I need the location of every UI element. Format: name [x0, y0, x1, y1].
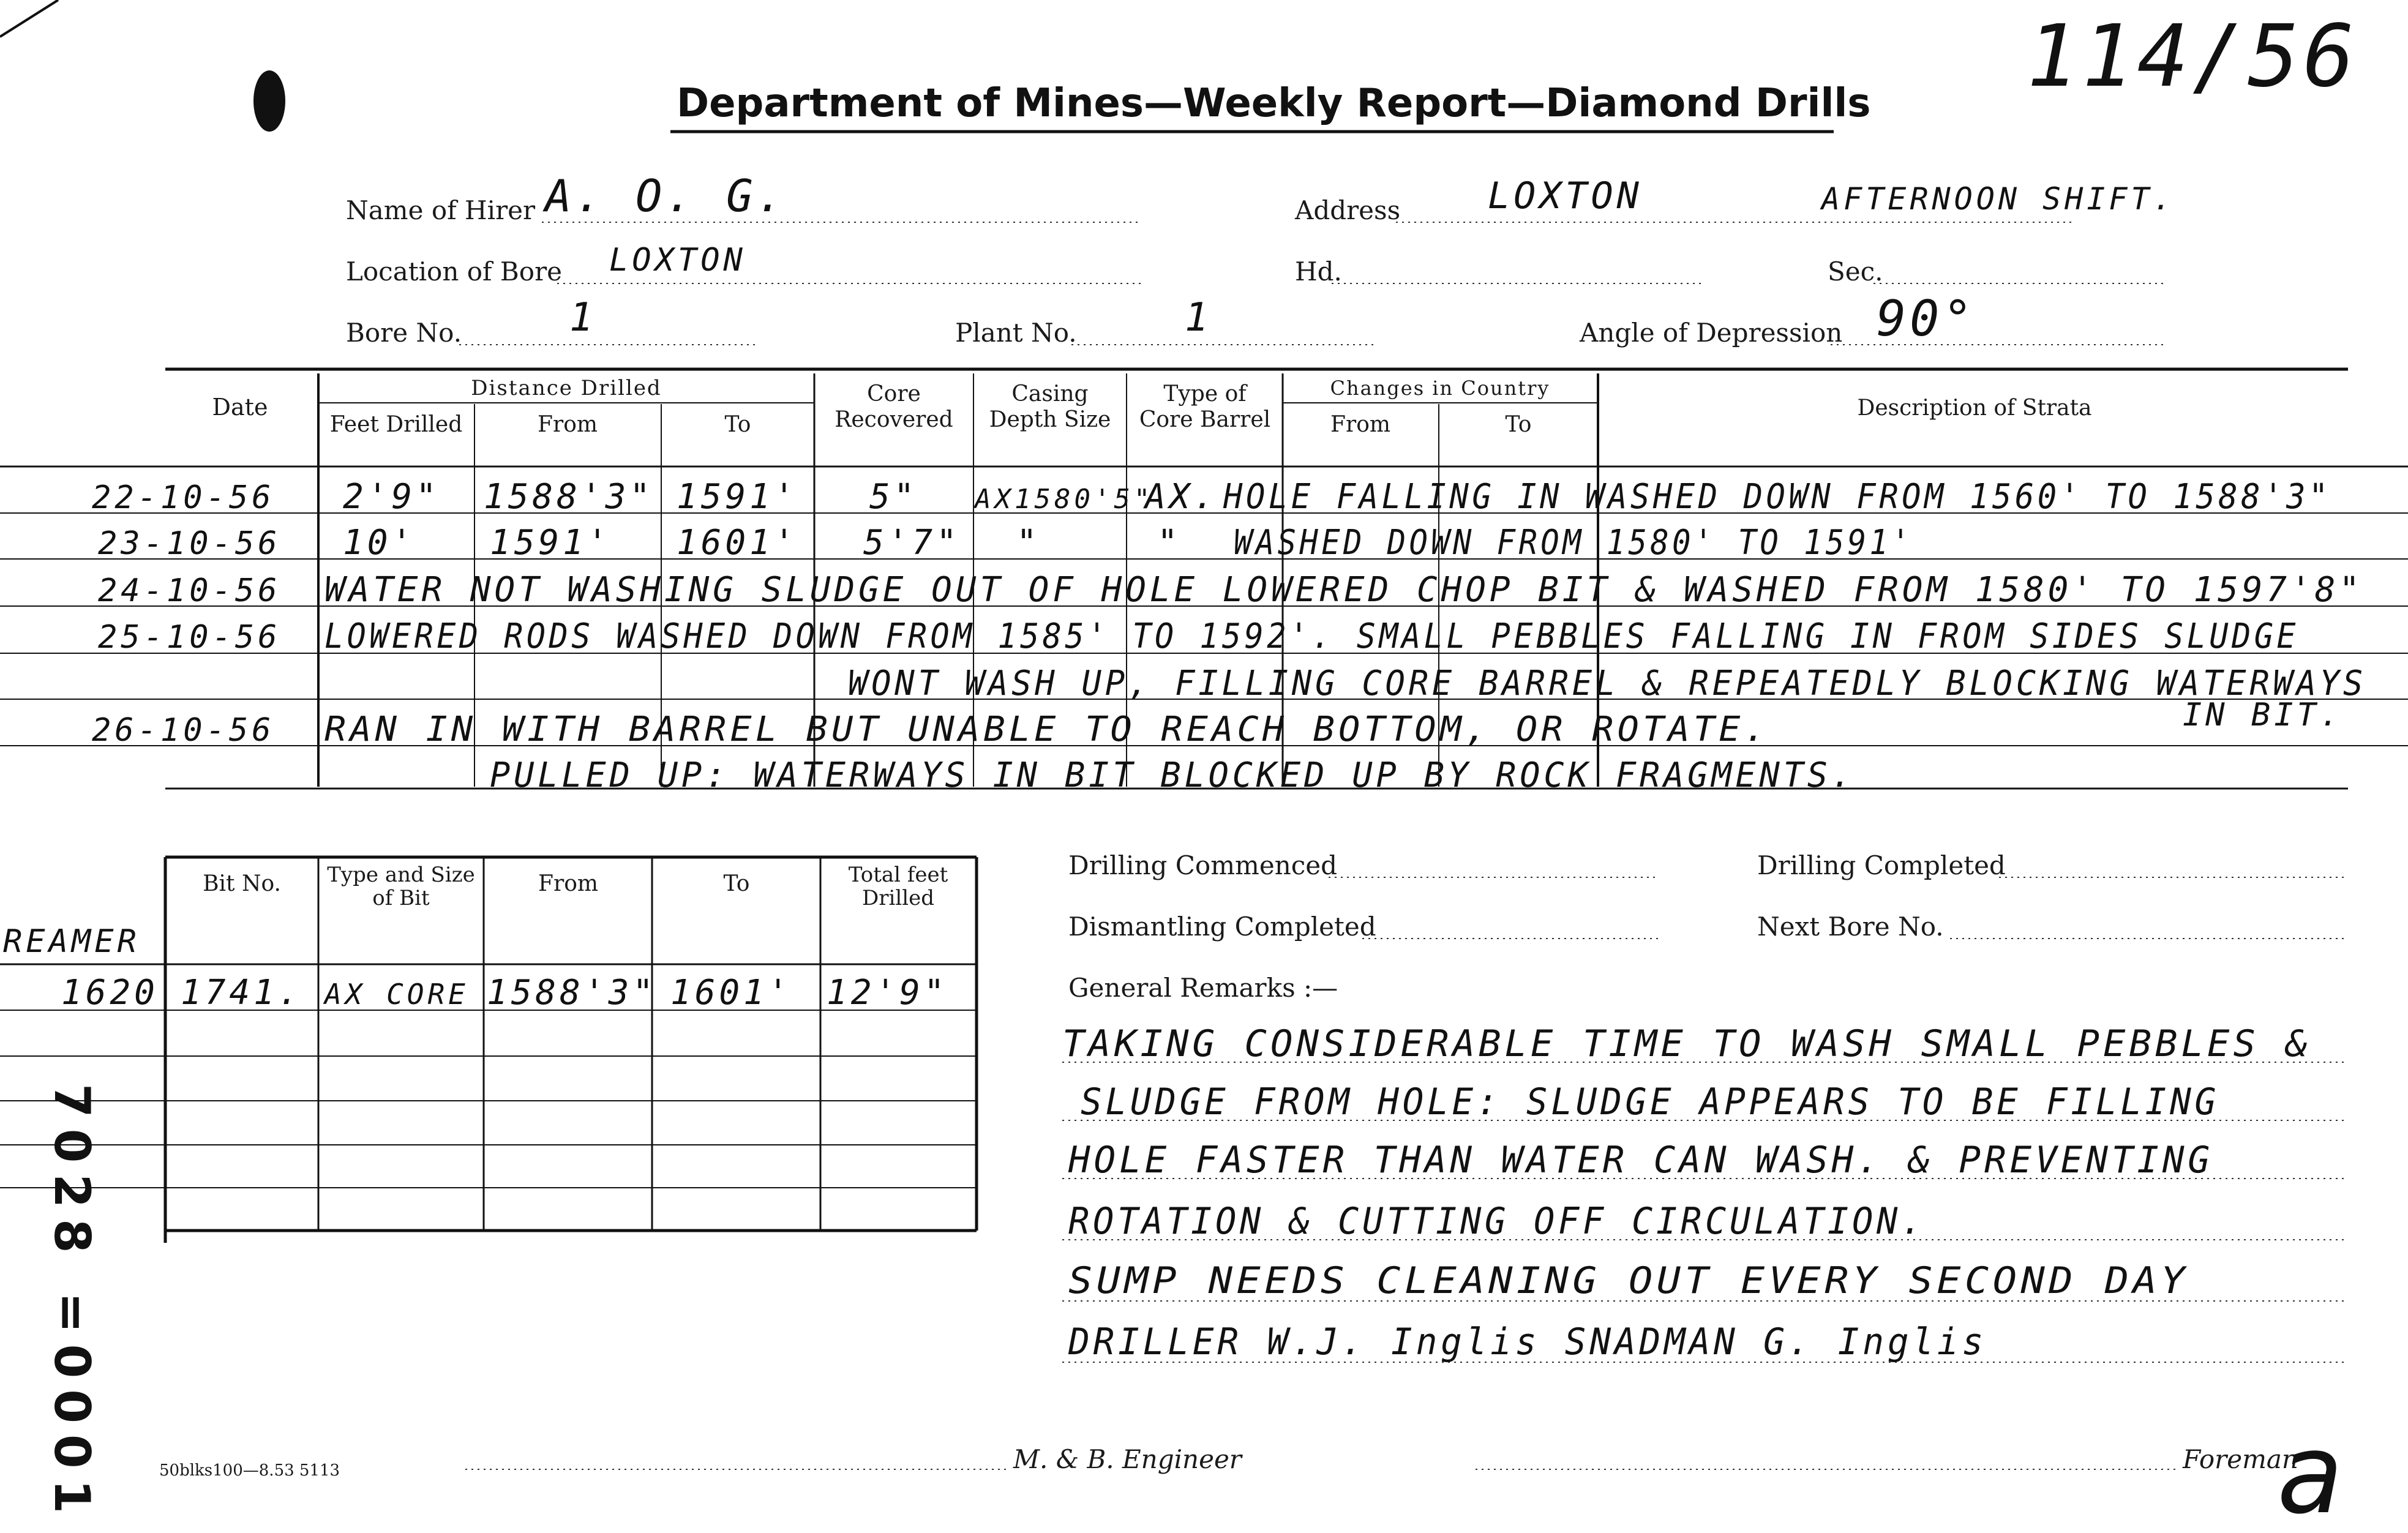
col-changes-in-country: Changes in Country — [1330, 377, 1550, 400]
bit-table — [0, 857, 977, 1243]
row-remark: IN BIT. — [2183, 697, 2343, 733]
row-casing: " — [1016, 523, 1041, 563]
col-changes-from: From — [1330, 412, 1390, 437]
address-value: LOXTON — [1488, 174, 1643, 217]
row-core: 5'7" — [863, 523, 961, 563]
remarks-text: ROTATION & CUTTING OFF CIRCULATION. — [1068, 1200, 1926, 1243]
row-core: 5" — [869, 477, 918, 517]
row-barrel: AX. — [1145, 477, 1218, 517]
remarks-text: HOLE FASTER THAN WATER CAN WASH. & PREVENTING — [1068, 1139, 2213, 1182]
address-label: Address — [1295, 195, 1401, 225]
col-barrel-2: Core Barrel — [1139, 407, 1271, 432]
table-row — [2183, 697, 2342, 733]
bit-col-total-2: Drilled — [861, 886, 935, 910]
angle-label: Angle of Depression — [1580, 318, 1843, 348]
sec-label: Sec. — [1828, 257, 1883, 287]
shift-value: AFTERNOON SHIFT. — [1821, 181, 2175, 217]
drilling-commenced-label: Drilling Commenced — [1068, 850, 1338, 880]
col-barrel-1: Type of — [1163, 381, 1247, 407]
page-title: Department of Mines—Weekly Report—Diamond Drills — [677, 81, 1871, 126]
col-core-2: Recovered — [835, 407, 953, 432]
row-remark: RAN IN WITH BARREL BUT UNABLE TO REACH BOTTOM, OR ROTATE. — [324, 710, 1769, 749]
foreman-initial: a — [2278, 1411, 2348, 1533]
dismantling-label: Dismantling Completed — [1068, 912, 1376, 942]
bit-col-to: To — [723, 871, 750, 896]
bit-row-bit-no: 1741. — [181, 973, 302, 1013]
bit-row-type: AX CORE — [324, 978, 469, 1011]
bit-col-from: From — [538, 871, 598, 896]
row-remark: HOLE FALLING IN WASHED DOWN FROM 1560' TO 1588'3" — [1223, 477, 2331, 517]
remarks-text: DRILLER W.J. Inglis SNADMAN G. Inglis — [1068, 1321, 1987, 1363]
reference-number: 114/56 — [2027, 7, 2358, 107]
row-remark: PULLED UP: WATERWAYS IN BIT BLOCKED UP BY ROCK FRAGMENTS. — [490, 755, 1855, 795]
col-casing-2: Depth Size — [989, 407, 1111, 432]
corner-mark — [0, 0, 58, 37]
row-feet: 2'9" — [343, 477, 440, 517]
row-remark: WATER NOT WASHING SLUDGE OUT OF HOLE LOWERED CHOP BIT & WASHED FROM 1580' TO 1597'8" — [324, 570, 2363, 610]
reamer-label: REAMER — [3, 923, 140, 960]
table-row — [61, 973, 948, 1013]
location-label: Location of Bore — [346, 257, 563, 287]
bit-col-bit-no: Bit No. — [203, 871, 281, 896]
bit-col-type-2: of Bit — [372, 886, 430, 910]
bit-col-total-1: Total feet — [848, 863, 948, 887]
bit-row-from: 1588'3" — [487, 973, 658, 1013]
engineer-label: M. & B. Engineer — [1013, 1444, 1242, 1474]
row-remark: WONT WASH UP, FILLING CORE BARREL & REPEATEDLY BLOCKING WATERWAYS — [848, 664, 2366, 703]
table-row — [98, 570, 2363, 610]
row-to: 1591' — [677, 477, 798, 517]
remarks-label: General Remarks :— — [1068, 973, 1338, 1003]
bit-col-type-1: Type and Size — [327, 863, 475, 887]
table-row — [848, 664, 2366, 703]
bit-row-reamer: 1620 — [61, 973, 159, 1013]
col-date: Date — [212, 394, 268, 421]
ink-blot — [253, 70, 285, 132]
col-feet-drilled: Feet Drilled — [329, 412, 463, 437]
row-from: 1591' — [490, 523, 612, 563]
col-to: To — [724, 412, 751, 437]
table-row — [92, 477, 2331, 517]
table-row — [92, 710, 1769, 749]
hirer-value: A. O. G. — [545, 170, 787, 222]
col-from: From — [538, 412, 598, 437]
col-casing-1: Casing — [1011, 381, 1089, 407]
row-date: 22-10-56 — [92, 479, 275, 516]
row-from: 1588'3" — [484, 477, 655, 517]
location-value: LOXTON — [609, 242, 746, 279]
bit-row-to: 1601' — [670, 973, 792, 1013]
plant-no-value: 1 — [1185, 295, 1212, 340]
foreman-label: Foreman — [2183, 1444, 2298, 1474]
remarks-text: SUMP NEEDS CLEANING OUT EVERY SECOND DAY — [1068, 1259, 2189, 1302]
col-core-1: Core — [867, 381, 921, 407]
remarks-text: SLUDGE FROM HOLE: SLUDGE APPEARS TO BE FILLING — [1081, 1081, 2219, 1123]
col-distance-drilled: Distance Drilled — [471, 376, 662, 400]
row-casing: AX1580'5" — [975, 484, 1154, 515]
next-bore-label: Next Bore No. — [1757, 912, 1944, 942]
bit-row-total: 12'9" — [827, 973, 948, 1013]
row-barrel: " — [1157, 523, 1182, 563]
table-row — [98, 523, 1913, 563]
row-remark: WASHED DOWN FROM 1580' TO 1591' — [1234, 523, 1913, 563]
row-date: 26-10-56 — [92, 712, 275, 749]
col-changes-to: To — [1505, 412, 1532, 437]
hirer-label: Name of Hirer — [346, 195, 536, 225]
table-row — [490, 755, 1855, 795]
row-date: 24-10-56 — [98, 572, 281, 609]
row-to: 1601' — [677, 523, 798, 563]
col-description: Description of Strata — [1857, 395, 2092, 421]
row-date: 23-10-56 — [98, 525, 281, 562]
drilling-completed-label: Drilling Completed — [1757, 850, 2006, 880]
remarks-text: TAKING CONSIDERABLE TIME TO WASH SMALL PEBBLES & — [1062, 1022, 2311, 1065]
bore-no-label: Bore No. — [346, 318, 462, 348]
row-remark: LOWERED RODS WASHED DOWN FROM 1585' TO 1592'. SMALL PEBBLES FALLING IN FROM SIDES SLUDGE — [324, 617, 2299, 656]
vertical-number: 7028 =0001 — [43, 1084, 100, 1525]
row-feet: 10' — [343, 523, 416, 563]
row-date: 25-10-56 — [98, 619, 281, 656]
plant-no-label: Plant No. — [955, 318, 1077, 348]
table-row — [98, 617, 2299, 656]
bore-no-value: 1 — [569, 295, 597, 340]
angle-value: 90° — [1877, 290, 1976, 347]
hd-label: Hd. — [1295, 257, 1342, 287]
print-code: 50blks100—8.53 5113 — [159, 1461, 340, 1480]
